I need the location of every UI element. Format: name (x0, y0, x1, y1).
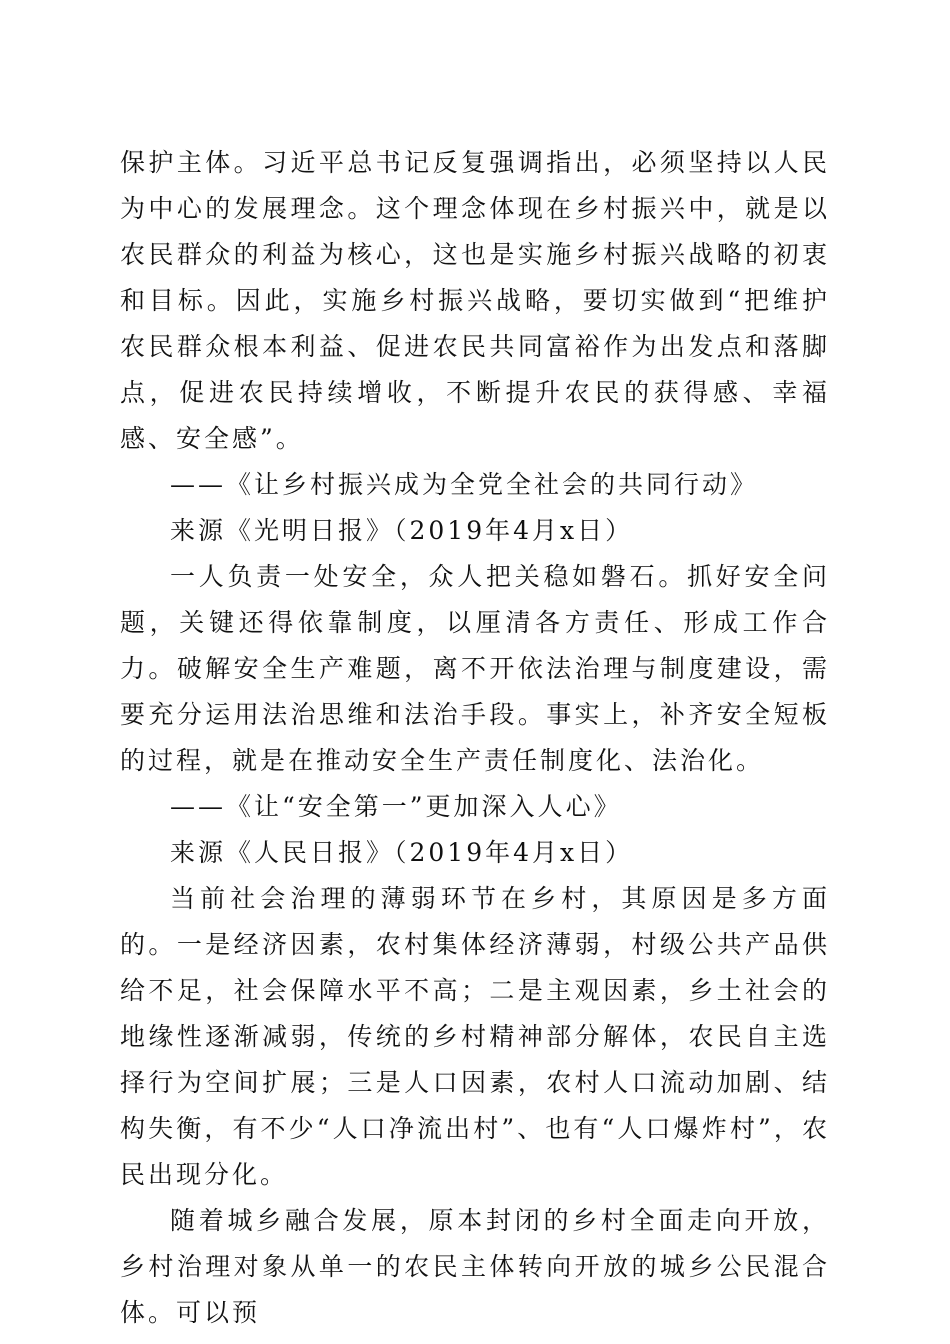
paragraph-urban-rural-integration: 随着城乡融合发展，原本封闭的乡村全面走向开放，乡村治理对象从单一的农民主体转向开放的城乡公民混合体。可以预 (120, 1206, 830, 1327)
source-guangming-daily: 来源《光明日报》（2019年4月x日） (170, 516, 634, 545)
source-peoples-daily: 来源《人民日报》（2019年4月x日） (170, 838, 634, 867)
paragraph-rural-governance-weakness: 当前社会治理的薄弱环节在乡村，其原因是多方面的。一是经济因素，农村集体经济薄弱，村级公共产品供给不足，社会保障水平不高；二是主观因素，乡土社会的地缘性逐渐减弱，传统的乡村精神部分解体，农民自主选择行为空间扩展；三是人口因素，农村人口流动加剧、结构失衡，有不少“人口净流出村”、也有“人口爆炸村”，农民出现分化。 (120, 884, 830, 1189)
attribution-safety-first: ——《让“安全第一”更加深入人心》 (170, 792, 622, 821)
attribution-rural-revitalization: ——《让乡村振兴成为全党全社会的共同行动》 (170, 470, 759, 499)
document-body (120, 140, 830, 1336)
paragraph-farmers-interests: 保护主体。习近平总书记反复强调指出，必须坚持以人民为中心的发展理念。这个理念体现在乡村振兴中，就是以农民群众的利益为核心，这也是实施乡村振兴战略的初衷和目标。因此，实施乡村振兴战略，要切实做到“把维护农民群众根本利益、促进农民共同富裕作为出发点和落脚点，促进农民持续增收，不断提升农民的获得感、幸福感、安全感”。 (120, 148, 830, 453)
paragraph-safety-responsibility: 一人负责一处安全，众人把关稳如磐石。抓好安全问题，关键还得依靠制度，以厘清各方责任、形成工作合力。破解安全生产难题，离不开依法治理与制度建设，需要充分运用法治思维和法治手段。事实上，补齐安全短板的过程，就是在推动安全生产责任制度化、法治化。 (120, 562, 830, 775)
